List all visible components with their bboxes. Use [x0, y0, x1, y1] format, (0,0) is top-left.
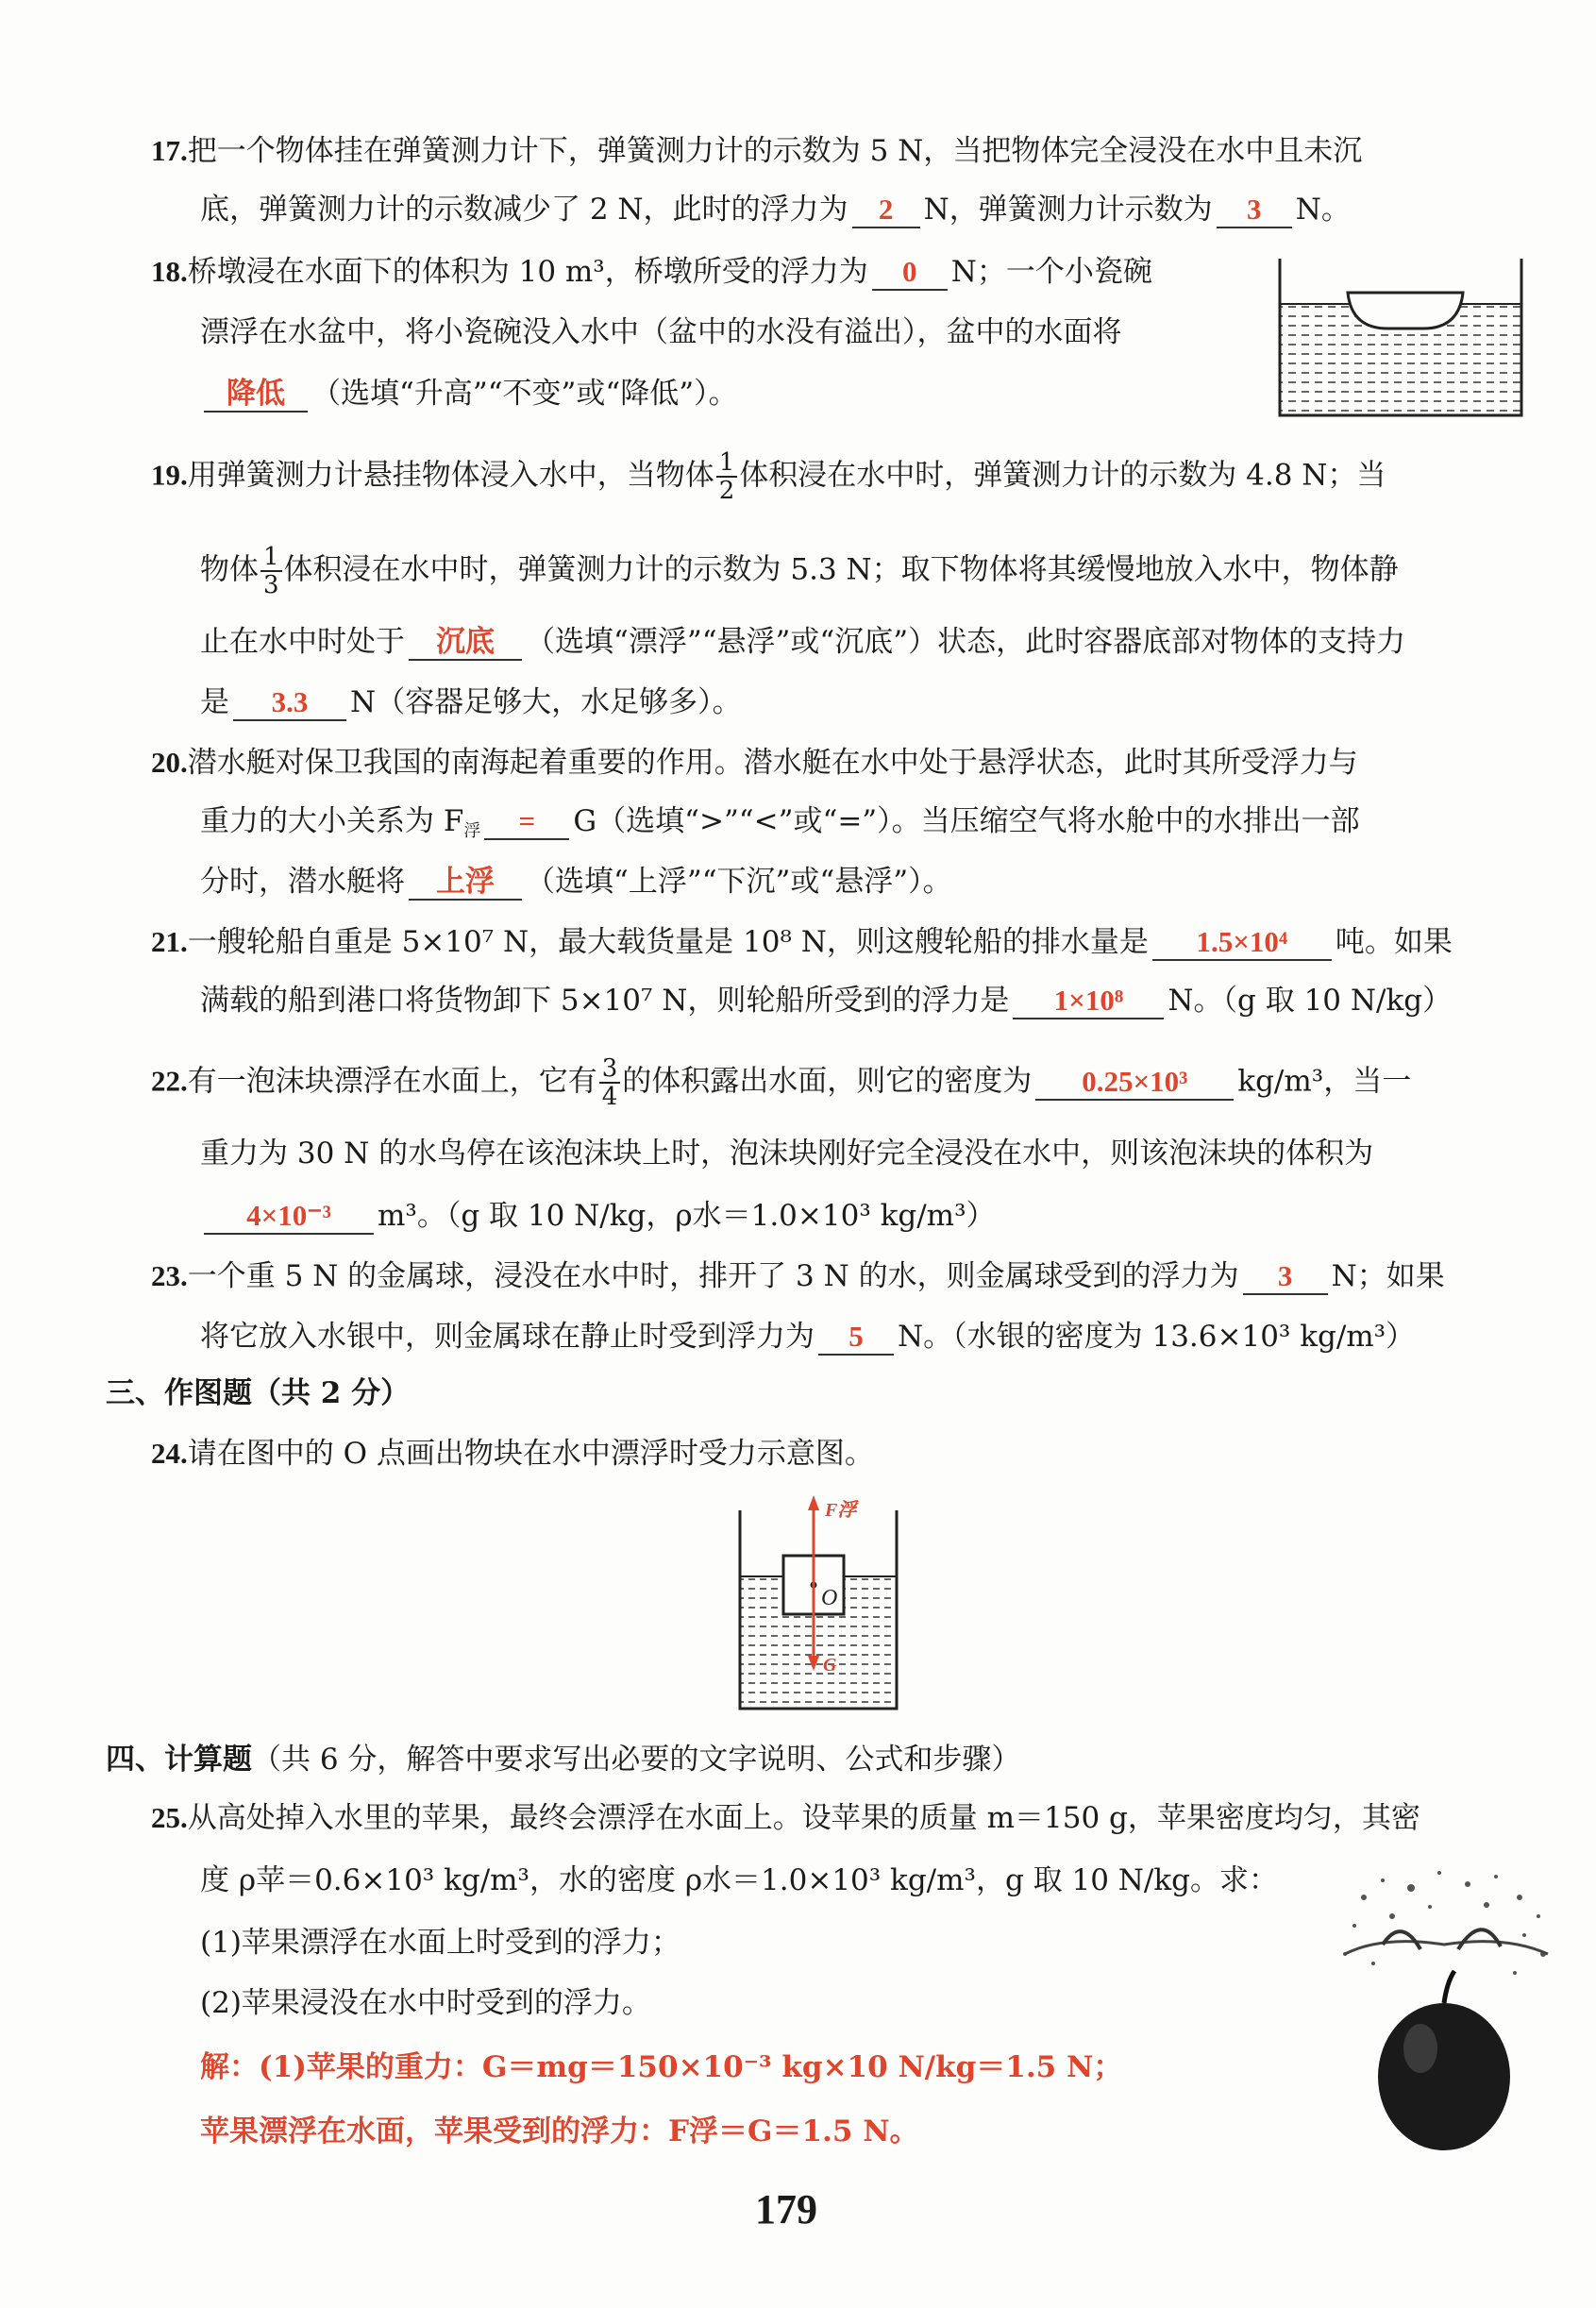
- q25-line2: 度 ρ苹＝0.6×10³ kg/m³，水的密度 ρ水＝1.0×10³ kg/m³，g 取 10 N/kg。求：: [200, 1863, 1279, 1897]
- q20-line3: [200, 861, 952, 902]
- q19-fraction-third: [260, 544, 282, 598]
- label-o: O: [821, 1586, 838, 1610]
- q21-answer-2: 1×10⁸: [1013, 984, 1164, 1019]
- q20-subscript: 浮: [463, 821, 481, 841]
- q24-text: 请在图中的 O 点画出物块在水中漂浮时受力示意图。: [187, 1437, 874, 1471]
- q19-line4: [200, 682, 742, 723]
- q22-line3: [200, 1195, 996, 1237]
- label-f-buoyancy: F浮: [825, 1500, 857, 1521]
- q18-line1: [151, 251, 1152, 293]
- q25-solution-2: 苹果漂浮在水面，苹果受到的浮力：F浮＝G＝1.5 N。: [200, 2114, 919, 2148]
- q18-answer-1: 0: [872, 255, 948, 291]
- q23-answer-1: 3: [1243, 1259, 1328, 1295]
- q22-fraction: [599, 1055, 621, 1110]
- section-4-desc: （共 6 分，解答中要求写出必要的文字说明、公式和步骤）: [252, 1743, 1021, 1777]
- q19-frac2-den: 3: [263, 571, 279, 599]
- q19-text3: 物体: [200, 552, 259, 587]
- q22-text2: 的体积露出水面，则它的密度为: [622, 1064, 1033, 1099]
- q25-solution-1: 解：(1)苹果的重力：G＝mg＝150×10⁻³ kg×10 N/kg＝1.5 N；: [200, 2050, 1123, 2084]
- q21-line1: [151, 921, 1453, 963]
- q18-text2: N；一个小瓷碗: [950, 255, 1152, 289]
- q19-answer-2: 3.3: [233, 685, 346, 721]
- q22-text1: 有一泡沫块漂浮在水面上，它有: [187, 1064, 597, 1099]
- q18-line2: 漂浮在水盆中，将小瓷碗没入水中（盆中的水没有溢出），盆中的水面将: [200, 315, 1122, 349]
- q20-text1: 潜水艇对保卫我国的南海起着重要的作用。潜水艇在水中处于悬浮状态，此时其所受浮力与: [187, 746, 1358, 780]
- q21-text1: 一艘轮船自重是 5×10⁷ N，最大载货量是 10⁸ N，则这艘轮船的排水量是: [187, 925, 1149, 959]
- q20-line1: [151, 742, 1358, 783]
- q21-text2: 吨。如果: [1335, 925, 1453, 959]
- q19-line2: [200, 544, 1399, 598]
- q19-line1: [151, 449, 1386, 504]
- q19-fraction-half: [716, 449, 738, 504]
- section-3-heading: 三、作图题（共 2 分）: [106, 1376, 411, 1410]
- apple-splash-image: [1326, 1860, 1562, 2162]
- basin-bowl-figure: [1274, 255, 1529, 420]
- section-4-title: 四、计算题: [106, 1743, 252, 1777]
- q22-frac-num: 3: [599, 1055, 621, 1084]
- q24-number: 24.: [151, 1437, 188, 1470]
- q17-number: 17.: [151, 134, 188, 167]
- q25-line1: [151, 1797, 1420, 1839]
- q21-line2: [200, 980, 1452, 1021]
- q17-text3: N，弹簧测力计示数为: [923, 193, 1213, 227]
- q19-number: 19.: [151, 458, 188, 492]
- q19-frac1-num: 1: [716, 449, 738, 478]
- q20-text4: 分时，潜水艇将: [200, 865, 405, 899]
- q23-line2: [200, 1316, 1415, 1357]
- q18-line3: [200, 373, 738, 414]
- q17-answer-2: 3: [1217, 193, 1292, 228]
- q25-number: 25.: [151, 1801, 188, 1834]
- q23-answer-2: 5: [818, 1320, 894, 1356]
- q19-frac2-num: 1: [260, 544, 282, 572]
- q23-text3: 将它放入水银中，则金属球在静止时受到浮力为: [200, 1320, 815, 1354]
- q20-answer-1: =: [484, 804, 569, 840]
- q21-number: 21.: [151, 925, 188, 958]
- q19-text7: 是: [200, 685, 229, 719]
- q22-frac-den: 4: [601, 1083, 618, 1111]
- q18-answer-2: 降低: [204, 377, 308, 413]
- q22-number: 22.: [151, 1064, 188, 1098]
- q19-text4: 体积浸在水中时，弹簧测力计的示数为 5.3 N；取下物体将其缓慢地放入水中，物体静: [283, 552, 1399, 587]
- q22-text3: kg/m³，当一: [1237, 1064, 1412, 1099]
- q17-answer-1: 2: [852, 193, 920, 228]
- q22-line1: [151, 1055, 1411, 1110]
- q20-number: 20.: [151, 746, 188, 779]
- q25-text1: 从高处掉入水里的苹果，最终会漂浮在水面上。设苹果的质量 m＝150 g，苹果密度均匀，其密: [187, 1801, 1420, 1835]
- q21-answer-1: 1.5×10⁴: [1152, 925, 1332, 961]
- q23-text2: N；如果: [1331, 1259, 1445, 1293]
- page-number: 179: [755, 2186, 817, 2232]
- q17-line2: [200, 189, 1351, 230]
- q18-text1: 桥墩浸在水面下的体积为 10 m³，桥墩所受的浮力为: [187, 255, 868, 289]
- q20-text2: 重力的大小关系为 F: [200, 804, 464, 838]
- floating-block-figure: [736, 1490, 906, 1716]
- section-4-heading: [106, 1739, 1020, 1780]
- label-g: G: [823, 1655, 837, 1676]
- q17-text4: N。: [1295, 193, 1351, 227]
- q20-text5: （选填“上浮”“下沉”或“悬浮”）。: [526, 865, 952, 899]
- q22-text4: m³。（g 取 10 N/kg，ρ水＝1.0×10³ kg/m³）: [378, 1199, 996, 1233]
- q20-answer-2: 上浮: [409, 865, 522, 901]
- q22-answer-2: 4×10⁻³: [204, 1199, 374, 1235]
- q21-text3: 满载的船到港口将货物卸下 5×10⁷ N，则轮船所受到的浮力是: [200, 984, 1010, 1018]
- q23-text4: N。（水银的密度为 13.6×10³ kg/m³）: [898, 1320, 1416, 1354]
- q22-answer-1: 0.25×10³: [1035, 1065, 1234, 1101]
- q19-frac1-den: 2: [718, 477, 735, 505]
- q19-answer-1: 沉底: [409, 625, 522, 661]
- q19-line3: [200, 621, 1405, 663]
- q19-text5: 止在水中时处于: [200, 625, 405, 659]
- q23-text1: 一个重 5 N 的金属球，浸没在水中时，排开了 3 N 的水，则金属球受到的浮力为: [187, 1259, 1239, 1293]
- q19-text8: N（容器足够大，水足够多）。: [350, 685, 742, 719]
- q25-part1: (1)苹果漂浮在水面上时受到的浮力；: [200, 1926, 680, 1960]
- q22-line2: 重力为 30 N 的水鸟停在该泡沫块上时，泡沫块刚好完全浸没在水中，则该泡沫块的体积为: [200, 1137, 1374, 1171]
- q18-text3: （选填“升高”“不变”或“降低”）。: [311, 377, 738, 411]
- q23-number: 23.: [151, 1259, 188, 1292]
- q20-text3: G（选填“>”“<”或“=”）。当压缩空气将水舱中的水排出一部: [573, 804, 1360, 838]
- q17-text1: 把一个物体挂在弹簧测力计下，弹簧测力计的示数为 5 N，当把物体完全浸没在水中且未沉: [187, 134, 1363, 168]
- q19-text2: 体积浸在水中时，弹簧测力计的示数为 4.8 N；当: [739, 458, 1386, 493]
- q25-part2: (2)苹果浸没在水中时受到的浮力。: [200, 1986, 651, 2020]
- q19-text1: 用弹簧测力计悬挂物体浸入水中，当物体: [187, 458, 714, 493]
- q17-text2: 底，弹簧测力计的示数减少了 2 N，此时的浮力为: [200, 193, 848, 227]
- q20-line2: [200, 800, 1360, 852]
- q17-line1: [151, 130, 1362, 172]
- q21-text4: N。（g 取 10 N/kg）: [1168, 984, 1453, 1018]
- q19-text6: （选填“漂浮”“悬浮”或“沉底”）状态，此时容器底部对物体的支持力: [526, 625, 1406, 659]
- q23-line1: [151, 1255, 1445, 1297]
- q18-number: 18.: [151, 255, 188, 288]
- q24-line1: [151, 1433, 874, 1474]
